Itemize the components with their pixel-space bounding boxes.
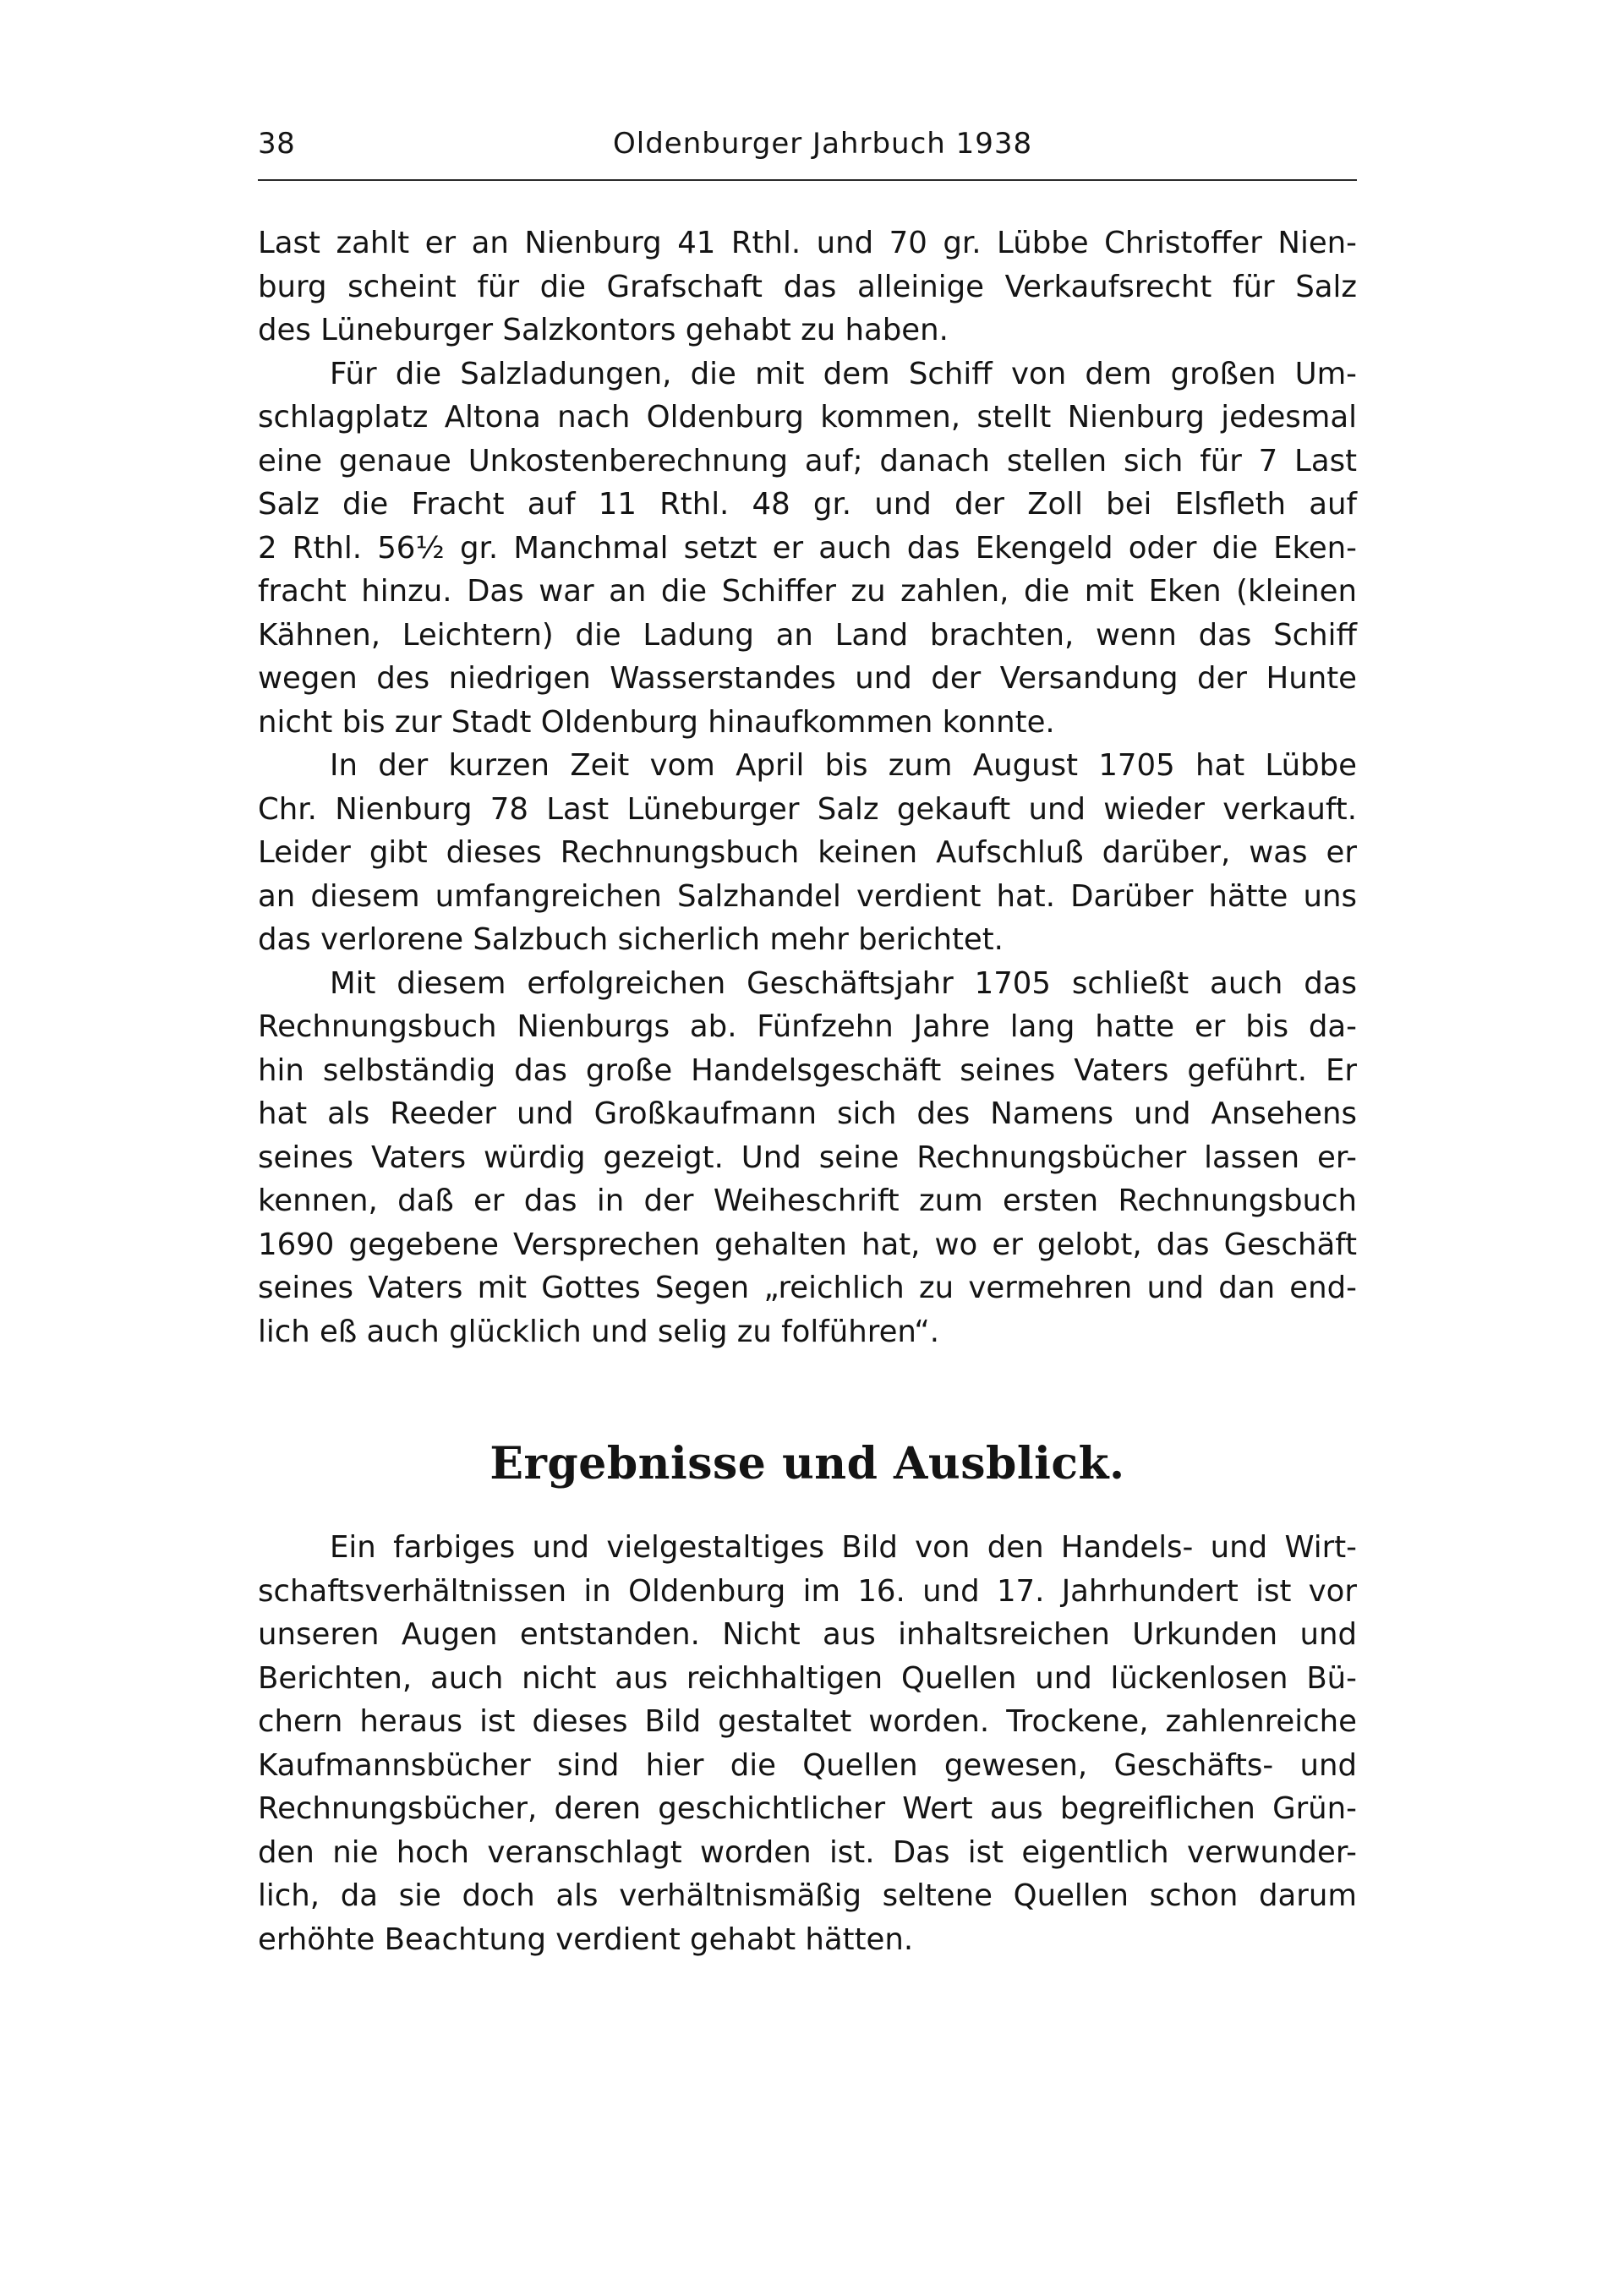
header-rule xyxy=(258,179,1357,181)
paragraph xyxy=(258,744,1357,962)
section-heading: Ergebnisse und Ausblick. xyxy=(489,1438,1125,1490)
text-line: In der kurzen Zeit vom April bis zum August 1705 hat Lübbe xyxy=(330,748,1357,783)
body-text-bottom xyxy=(258,1526,1357,1961)
journal-title: Oldenburger Jahrbuch 1938 xyxy=(613,127,1033,161)
body-text-top xyxy=(258,221,1357,1353)
text-line: lich, da sie doch als verhältnismäßig seltene Quellen schon darum xyxy=(258,1878,1357,1913)
text-line: Für die Salzladungen, die mit dem Schiff von dem großen Um- xyxy=(330,356,1357,391)
text-line: Berichten, auch nicht aus reichhaltigen Quellen und lückenlosen Bü- xyxy=(258,1660,1357,1696)
text-line: Kähnen, Leichtern) die Ladung an Land brachten, wenn das Schiff xyxy=(258,617,1357,653)
text-line: den nie hoch veranschlagt worden ist. Das ist eigentlich verwunder- xyxy=(258,1834,1357,1870)
text-line: wegen des niedrigen Wasserstandes und der Versandung der Hunte xyxy=(258,661,1357,696)
page-number: 38 xyxy=(258,127,296,161)
text-line: schlagplatz Altona nach Oldenburg kommen, stellt Nienburg jedesmal xyxy=(258,400,1357,435)
text-line: Chr. Nienburg 78 Last Lüneburger Salz gekauft und wieder verkauft. xyxy=(258,791,1357,827)
text-line: seines Vaters würdig gezeigt. Und seine Rechnungsbücher lassen er- xyxy=(258,1140,1357,1175)
text-line: nicht bis zur Stadt Oldenburg hinaufkommen konnte. xyxy=(258,704,1055,740)
text-line: 1690 gegebene Versprechen gehalten hat, wo er gelobt, das Geschäft xyxy=(258,1227,1357,1262)
text-line: Mit diesem erfolgreichen Geschäftsjahr 1705 schließt auch das xyxy=(330,965,1357,1001)
text-line: kennen, daß er das in der Weiheschrift zum ersten Rechnungsbuch xyxy=(258,1184,1357,1218)
text-line: Kaufmannsbücher sind hier die Quellen gewesen, Geschäfts- und xyxy=(258,1747,1357,1783)
text-line: des Lüneburger Salzkontors gehabt zu haben. xyxy=(258,313,949,347)
text-line: Salz die Fracht auf 11 Rthl. 48 gr. und der Zoll bei Elsfleth auf xyxy=(258,487,1357,522)
text-line: Ein farbiges und vielgestaltiges Bild von den Handels- und Wirt- xyxy=(330,1530,1357,1565)
text-line: hat als Reeder und Großkaufmann sich des Namens und Ansehens xyxy=(258,1096,1357,1131)
text-line: unseren Augen entstanden. Nicht aus inhaltsreichen Urkunden und xyxy=(258,1617,1357,1652)
text-line: Leider gibt dieses Rechnungsbuch keinen Aufschluß darüber, was er xyxy=(258,835,1357,870)
text-line: schaftsverhältnissen in Oldenburg im 16. und 17. Jahrhundert ist vor xyxy=(258,1573,1357,1609)
text-line: Rechnungsbuch Nienburgs ab. Fünfzehn Jahre lang hatte er bis da- xyxy=(258,1009,1357,1044)
text-line: seines Vaters mit Gottes Segen „reichlich zu vermehren und dan end- xyxy=(258,1271,1357,1305)
text-line: chern heraus ist dieses Bild gestaltet worden. Trockene, zahlenreiche xyxy=(258,1704,1357,1739)
text-line: Rechnungsbücher, deren geschichtlicher Wert aus begreiflichen Grün- xyxy=(258,1791,1357,1826)
text-line: Last zahlt er an Nienburg 41 Rthl. und 70 gr. Lübbe Christoffer Nien- xyxy=(258,226,1357,260)
paragraph xyxy=(258,353,1357,745)
text-line: an diesem umfangreichen Salzhandel verdient hat. Darüber hätte uns xyxy=(258,878,1357,914)
paragraph xyxy=(258,1526,1357,1961)
text-line: lich eß auch glücklich und selig zu folführen“. xyxy=(258,1314,940,1349)
text-line: fracht hinzu. Das war an die Schiffer zu zahlen, die mit Eken (kleinen xyxy=(258,574,1357,609)
text-line: das verlorene Salzbuch sicherlich mehr berichtet. xyxy=(258,922,1004,957)
text-line: eine genaue Unkostenberechnung auf; danach stellen sich für 7 Last xyxy=(258,443,1357,478)
text-line: hin selbständig das große Handelsgeschäft seines Vaters geführt. Er xyxy=(258,1052,1357,1088)
text-line: erhöhte Beachtung verdient gehabt hätten. xyxy=(258,1922,914,1957)
text-line: 2 Rthl. 56½ gr. Manchmal setzt er auch das Ekengeld oder die Eken- xyxy=(258,530,1357,566)
running-head xyxy=(258,127,1357,174)
paragraph xyxy=(258,962,1357,1354)
text-line: burg scheint für die Grafschaft das alleinige Verkaufsrecht für Salz xyxy=(258,269,1357,304)
paragraph xyxy=(258,221,1357,353)
